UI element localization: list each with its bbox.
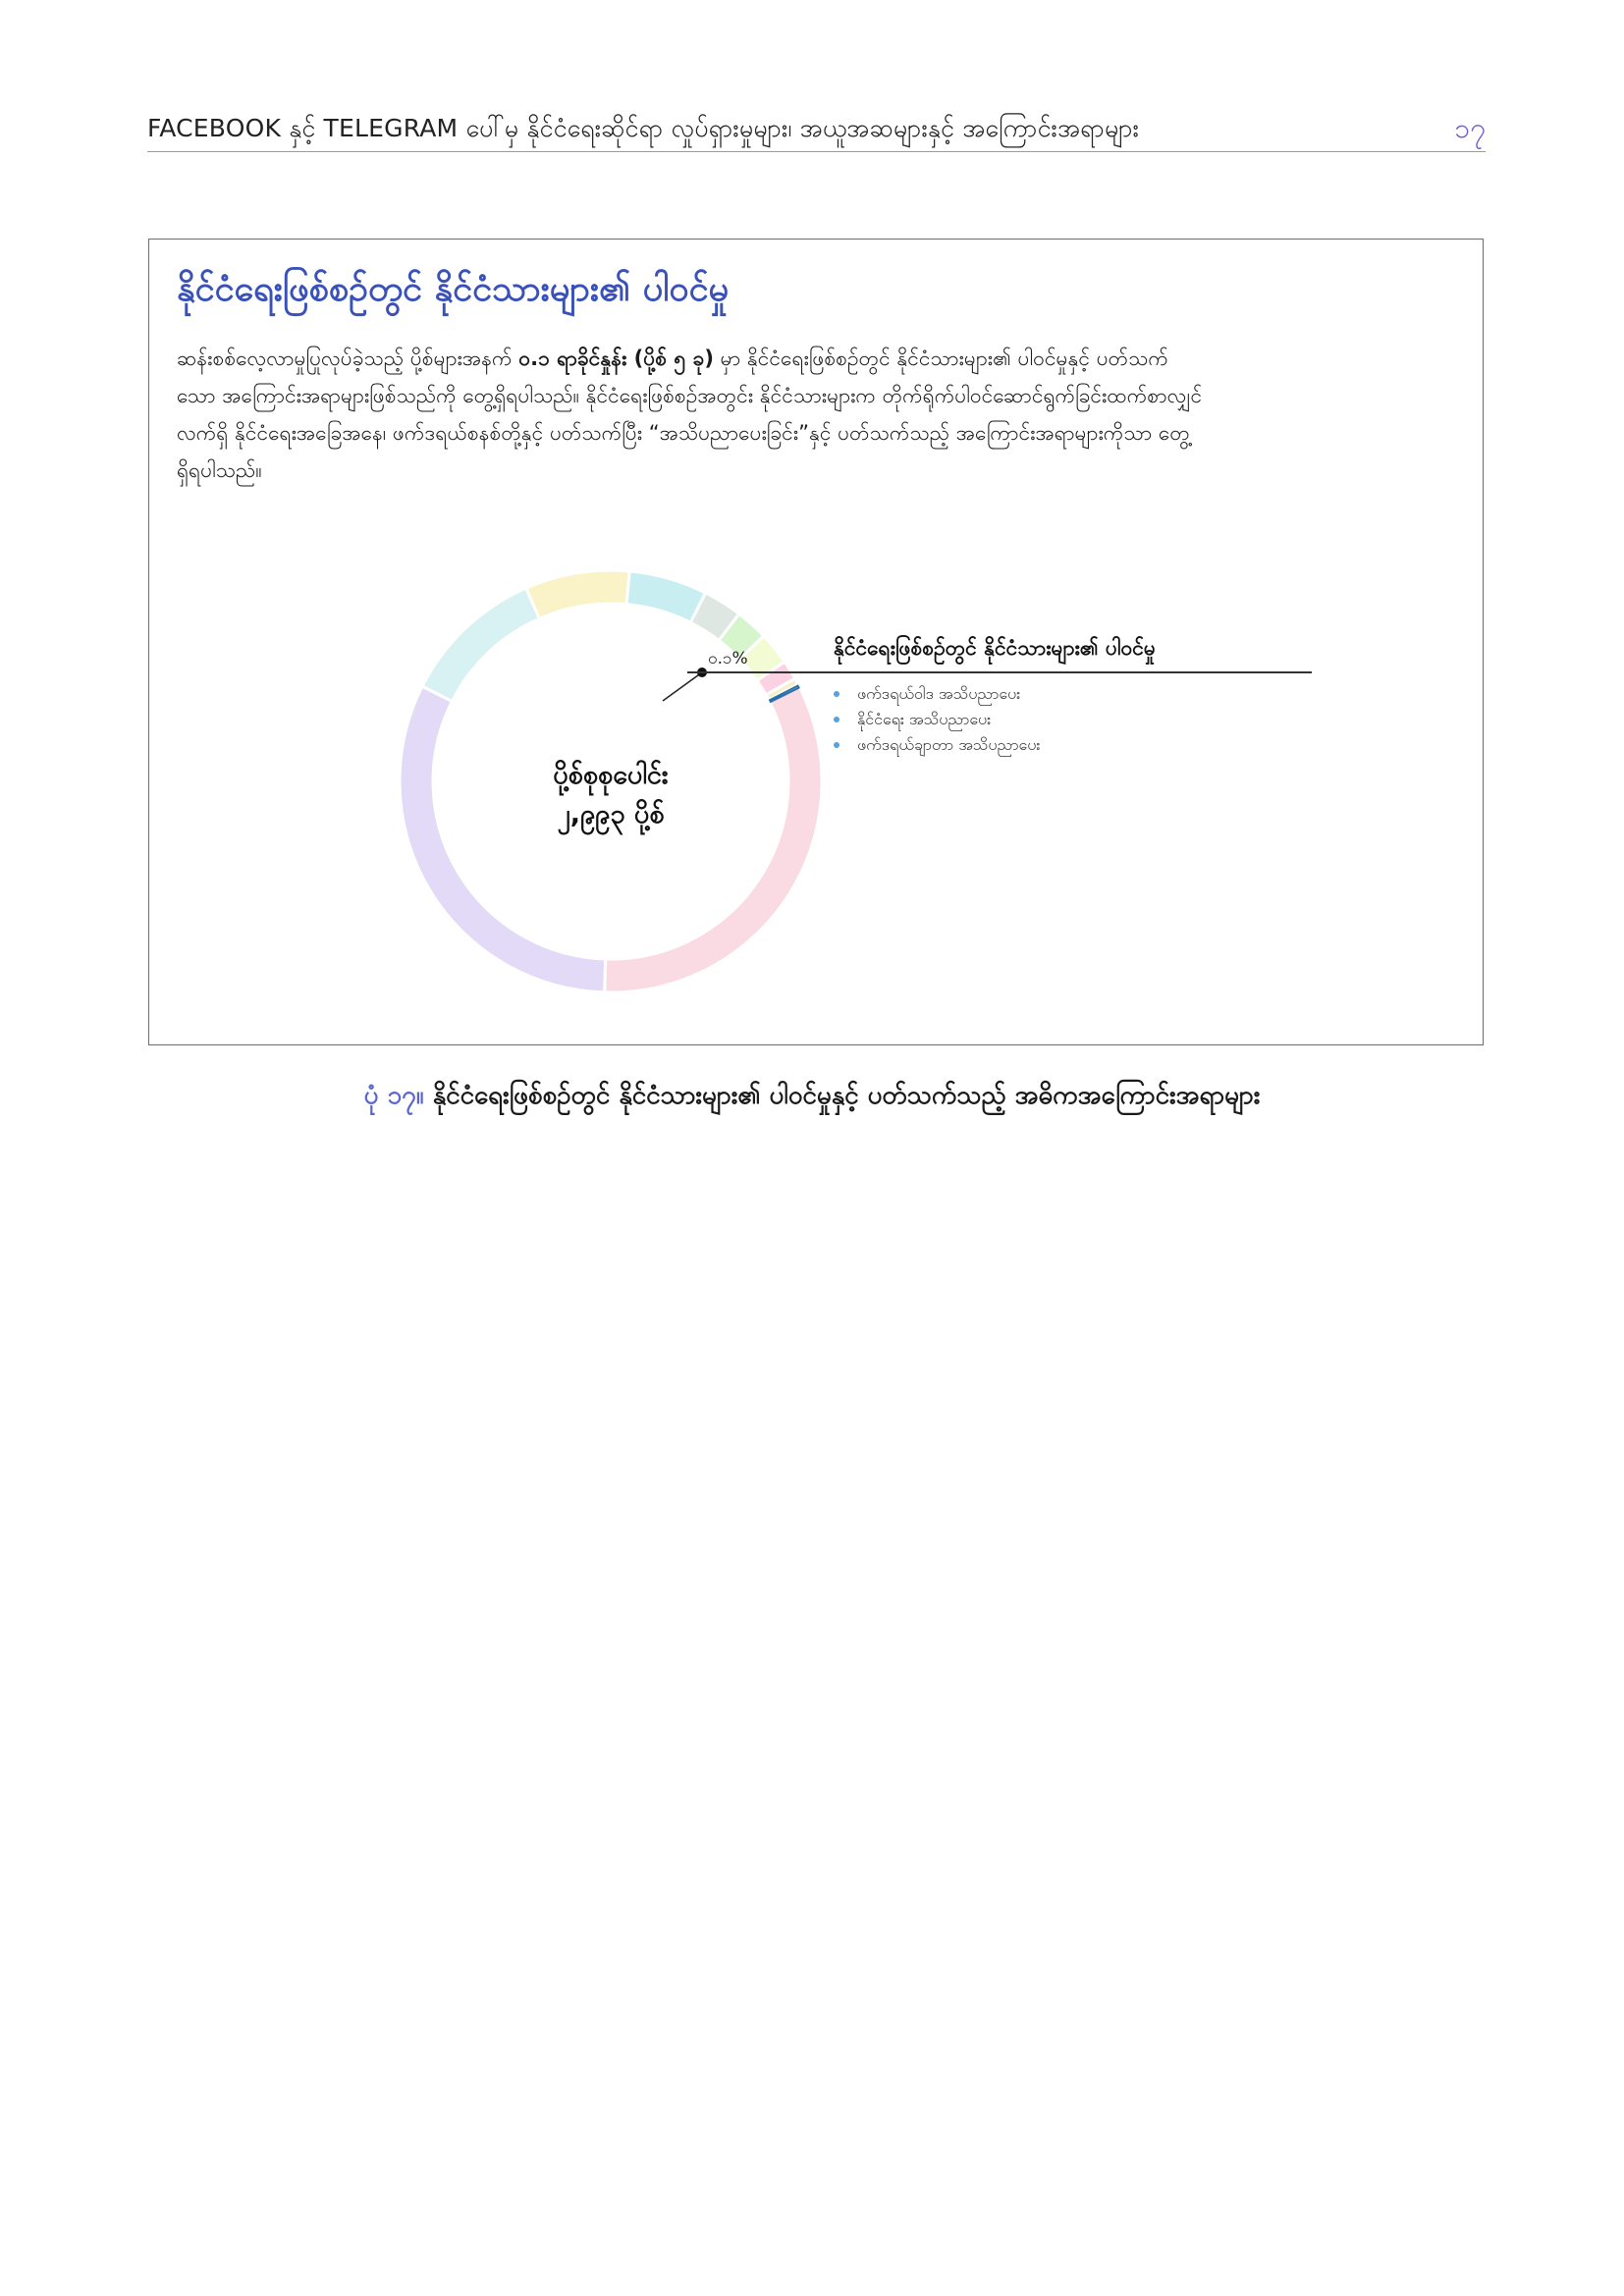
legend-item bbox=[834, 732, 1040, 758]
figure-caption bbox=[0, 1078, 1624, 1116]
legend-title: နိုင်ငံရေးဖြစ်စဉ်တွင် နိုင်ငံသားများ၏ ပါဝင်မှု bbox=[834, 636, 1156, 660]
bullet-icon bbox=[834, 691, 839, 697]
legend-item bbox=[834, 707, 1040, 732]
legend-item-label: ဖက်ဒရယ်ဝါဒ အသိပညာပေး bbox=[857, 684, 1021, 703]
donut-center-label bbox=[483, 756, 738, 834]
donut-center-title: ပို့စ်စုစုပေါင်း bbox=[553, 760, 669, 790]
legend-item-label: နိုင်ငံရေး အသိပညာပေး bbox=[857, 710, 992, 728]
donut-segment bbox=[606, 687, 821, 991]
body-line-1-a: ဆန်းစစ်လေ့လာမှုပြုလုပ်ခဲ့သည့် ပို့စ်များအနက် bbox=[177, 347, 519, 370]
donut-segment bbox=[627, 572, 704, 621]
bullet-icon bbox=[834, 717, 839, 722]
body-line-1-bold-percent: ၀.၁ ရာခိုင်နှုန်း bbox=[518, 347, 627, 370]
body-line-1-b: မှာ နိုင်ငံရေးဖြစ်စဉ်တွင် နိုင်ငံသားများ၏ ပါဝင်မှုနှင့် ပတ်သက် bbox=[713, 347, 1168, 370]
body-line-1-bold-count: (ပို့စ် ၅ ခု) bbox=[626, 347, 714, 370]
donut-segment bbox=[527, 571, 628, 617]
panel-title: နိုင်ငံရေးဖြစ်စဉ်တွင် နိုင်ငံသားများ၏ ပါဝင်မှု bbox=[177, 269, 730, 309]
body-line-3: လက်ရှိ နိုင်ငံရေးအခြေအနေ၊ ဖက်ဒရယ်စနစ်တို့နှင့် ပတ်သက်ပြီး “အသိပညာပေးခြင်း”နှင့် ပတ်သက်သည့် အကြောင်းအရာများကိုသာ တွေ့ bbox=[177, 421, 1190, 445]
body-line-4: ရှိရပါသည်။ bbox=[177, 458, 262, 482]
body-line-2: သော အကြောင်းအရာများဖြစ်သည်ကို တွေ့ရှိရပါသည်။ နိုင်ငံရေးဖြစ်စဉ်အတွင်း နိုင်ငံသားများက တိုက်ရိုက်ပါဝင်ဆောင်ရွက်ခြင်းထက်စာလျှင် bbox=[177, 384, 1203, 407]
callout-percent-label: ၀.၁% bbox=[708, 649, 748, 668]
donut-segment bbox=[423, 589, 538, 700]
donut-center-value: ၂,၉၉၃ ပို့စ် bbox=[557, 799, 665, 829]
figure-panel bbox=[148, 239, 1484, 1045]
caption-text: နိုင်ငံရေးဖြစ်စဉ်တွင် နိုင်ငံသားများ၏ ပါဝင်မှုနှင့် ပတ်သက်သည့် အဓိကအကြောင်းအရာများ bbox=[423, 1081, 1261, 1110]
legend-item-label: ဖက်ဒရယ်ချာတာ အသိပညာပေး bbox=[857, 735, 1041, 754]
page-number: ၁၇ bbox=[1454, 112, 1486, 144]
donut-chart bbox=[149, 240, 1485, 1046]
legend-divider bbox=[687, 671, 1312, 673]
running-header bbox=[147, 110, 1486, 152]
figure-number: ပုံ ၁၇။ bbox=[363, 1081, 424, 1110]
donut-segment bbox=[401, 688, 605, 991]
bullet-icon bbox=[834, 742, 839, 748]
legend-item bbox=[834, 681, 1040, 707]
callout-leader-line bbox=[663, 672, 702, 701]
legend-list bbox=[834, 681, 1040, 758]
header-title: FACEBOOK နှင့် TELEGRAM ပေါ်မှ နိုင်ငံရေးဆိုင်ရာ လှုပ်ရှားမှုများ၊ အယူအဆများနှင့် အကြောင်းအရာများ bbox=[147, 113, 1140, 142]
